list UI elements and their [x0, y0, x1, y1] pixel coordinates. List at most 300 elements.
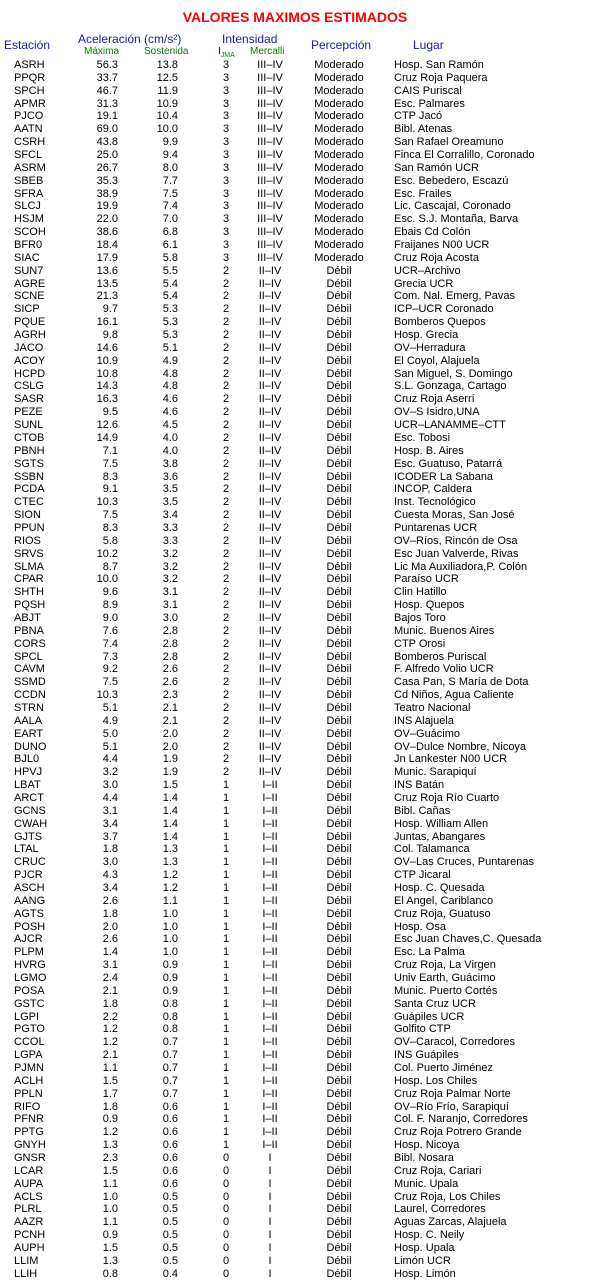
location: Grecia UCR [394, 277, 454, 290]
accel-max: 16.1 [96, 316, 118, 329]
location: ICP–UCR Coronado [394, 303, 494, 316]
accel-max: 26.7 [96, 161, 118, 174]
intensity-mercalli: II–IV [258, 573, 282, 586]
accel-max: 69.0 [96, 123, 118, 136]
accel-max: 14.9 [96, 431, 118, 444]
accel-max: 3.4 [102, 817, 118, 830]
intensity-mercalli: I–II [262, 791, 278, 804]
accel-sostenida: 2.3 [162, 689, 178, 702]
location: OV–S Isidro,UNA [394, 406, 480, 419]
location: Hosp. Upala [394, 1242, 455, 1255]
location: Cruz Roja Río Cuarto [394, 791, 500, 804]
location: INS Batán [394, 779, 445, 792]
header-ijma-main: I [218, 46, 221, 57]
station-code: LGPA [14, 1049, 43, 1062]
table-row [0, 85, 590, 98]
accel-sostenida: 4.0 [162, 431, 178, 444]
accel-max: 9.7 [102, 303, 118, 316]
location: Hosp. Limón [394, 1267, 456, 1280]
location: Hosp. C. Neily [394, 1229, 465, 1242]
intensity-mercalli: III–IV [257, 174, 283, 187]
intensity-ijma: 2 [222, 419, 230, 432]
intensity-mercalli: I–II [262, 1023, 278, 1036]
location: Cruz Roja, Guatuso [394, 907, 491, 920]
intensity-mercalli: I–II [262, 907, 278, 920]
accel-max: 17.9 [96, 251, 118, 264]
location: Cuesta Moras, San José [394, 509, 515, 522]
station-code: AUPH [14, 1242, 45, 1255]
intensity-mercalli: II–IV [258, 714, 282, 727]
station-code: RIOS [14, 534, 41, 547]
station-code: SION [14, 509, 41, 522]
intensity-ijma: 3 [222, 97, 230, 110]
header-percepcion: Percepción [311, 38, 372, 52]
station-code: AUPA [14, 1177, 44, 1190]
accel-max: 1.8 [102, 997, 118, 1010]
accel-sostenida: 10.9 [156, 97, 178, 110]
perception: Débil [326, 470, 352, 483]
station-code: HVRG [14, 959, 46, 972]
table-row [0, 226, 590, 239]
perception: Débil [326, 1074, 352, 1087]
intensity-ijma: 3 [222, 161, 230, 174]
intensity-ijma: 0 [222, 1242, 230, 1255]
accel-sostenida: 3.0 [162, 611, 178, 624]
intensity-mercalli: I [268, 1152, 272, 1165]
intensity-ijma: 1 [222, 843, 230, 856]
intensity-ijma: 2 [222, 483, 230, 496]
intensity-ijma: 1 [222, 959, 230, 972]
station-code: SHTH [14, 586, 44, 599]
location: Casa Pan, S María de Dota [394, 676, 529, 689]
intensity-ijma: 3 [222, 59, 230, 71]
intensity-mercalli: I–II [262, 946, 278, 959]
perception: Débil [326, 1126, 352, 1139]
station-code: AATN [14, 123, 43, 136]
station-code: SLMA [14, 560, 44, 573]
perception: Débil [326, 933, 352, 946]
location: INCOP, Caldera [394, 483, 473, 496]
accel-sostenida: 2.1 [162, 714, 178, 727]
accel-sostenida: 0.6 [162, 1177, 178, 1190]
table-row [0, 625, 590, 638]
accel-max: 0.9 [102, 1229, 118, 1242]
intensity-ijma: 2 [222, 637, 230, 650]
location: San Rafael Oreamuno [394, 136, 504, 149]
accel-sostenida: 2.0 [162, 740, 178, 753]
perception: Débil [326, 521, 352, 534]
header-intensidad: Intensidad [222, 32, 278, 46]
intensity-ijma: 3 [222, 187, 230, 200]
intensity-mercalli: II–IV [258, 470, 282, 483]
accel-max: 7.5 [102, 509, 118, 522]
accel-sostenida: 0.5 [162, 1203, 178, 1216]
intensity-mercalli: III–IV [257, 149, 283, 162]
table-row [0, 895, 590, 908]
accel-sostenida: 3.6 [162, 470, 178, 483]
table-row [0, 805, 590, 818]
intensity-ijma: 2 [222, 290, 230, 303]
table-row [0, 149, 590, 162]
station-code: PJCO [14, 110, 44, 123]
location: CAIS Puriscal [394, 84, 462, 97]
table-row [0, 458, 590, 471]
intensity-mercalli: I–II [262, 869, 278, 882]
station-code: PCDA [14, 483, 45, 496]
station-code: ACOY [14, 354, 46, 367]
location: Santa Cruz UCR [394, 997, 476, 1010]
perception: Débil [326, 753, 352, 766]
table-row [0, 792, 590, 805]
table-row [0, 290, 590, 303]
intensity-ijma: 2 [222, 380, 230, 393]
station-code: CSRH [14, 136, 46, 149]
table-row [0, 393, 590, 406]
intensity-ijma: 2 [222, 496, 230, 509]
accel-sostenida: 4.6 [162, 406, 178, 419]
accel-max: 5.1 [102, 740, 118, 753]
accel-max: 10.3 [96, 496, 118, 509]
intensity-ijma: 1 [222, 1062, 230, 1075]
intensity-ijma: 2 [222, 354, 230, 367]
location: Clin Hatillo [394, 586, 447, 599]
accel-max: 9.1 [102, 483, 118, 496]
intensity-mercalli: I [268, 1190, 272, 1203]
perception: Débil [326, 290, 352, 303]
header-aceleracion: Aceleración (cm/s²) [78, 32, 182, 46]
table-row [0, 1165, 590, 1178]
perception: Débil [326, 1152, 352, 1165]
intensity-ijma: 2 [222, 341, 230, 354]
location: Hosp. Los Chiles [394, 1074, 478, 1087]
perception: Débil [326, 1087, 352, 1100]
perception: Débil [326, 380, 352, 393]
header-sostenida: Sostenida [144, 46, 189, 57]
accel-sostenida: 7.5 [162, 187, 178, 200]
perception: Débil [326, 920, 352, 933]
perception: Débil [326, 689, 352, 702]
perception: Débil [326, 264, 352, 277]
intensity-ijma: 0 [222, 1254, 230, 1267]
accel-sostenida: 1.0 [162, 933, 178, 946]
table-row [0, 1062, 590, 1075]
accel-max: 10.2 [96, 547, 118, 560]
intensity-mercalli: II–IV [258, 701, 282, 714]
perception: Débil [326, 586, 352, 599]
station-code: POSH [14, 920, 46, 933]
location: Paraíso UCR [394, 573, 459, 586]
perception: Débil [326, 997, 352, 1010]
station-code: LGPI [14, 1010, 40, 1023]
perception: Moderado [314, 226, 364, 239]
station-code: AGTS [14, 907, 44, 920]
perception: Débil [326, 663, 352, 676]
location: San Ramón UCR [394, 161, 479, 174]
intensity-mercalli: II–IV [258, 650, 282, 663]
perception: Moderado [314, 239, 364, 252]
intensity-ijma: 2 [222, 753, 230, 766]
accel-max: 1.1 [102, 1216, 118, 1229]
location: S.L. Gonzaga, Cartago [394, 380, 507, 393]
header-ijma-sub: JMA [220, 52, 235, 59]
station-code: ACLH [14, 1074, 44, 1087]
station-code: PQUE [14, 316, 46, 329]
accel-max: 7.1 [102, 444, 118, 457]
perception: Débil [326, 1177, 352, 1190]
accel-sostenida: 3.5 [162, 496, 178, 509]
perception: Débil [326, 1023, 352, 1036]
header-mercalli: Mercalli [250, 46, 285, 57]
intensity-mercalli: I–II [262, 1074, 278, 1087]
station-code: AGRE [14, 277, 46, 290]
accel-max: 2.1 [102, 1049, 118, 1062]
station-code: PEZE [14, 406, 43, 419]
accel-sostenida: 5.3 [162, 303, 178, 316]
table-row [0, 998, 590, 1011]
intensity-ijma: 1 [222, 856, 230, 869]
intensity-mercalli: II–IV [258, 521, 282, 534]
accel-sostenida: 1.4 [162, 817, 178, 830]
table-row [0, 1178, 590, 1191]
accel-sostenida: 0.5 [162, 1254, 178, 1267]
accel-sostenida: 7.0 [162, 213, 178, 226]
station-code: CSLG [14, 380, 44, 393]
accel-sostenida: 5.4 [162, 290, 178, 303]
station-code: SLCJ [14, 200, 41, 213]
accel-max: 25.0 [96, 149, 118, 162]
accel-max: 3.0 [102, 856, 118, 869]
station-code: GJTS [14, 830, 43, 843]
location: INS Alajuela [394, 714, 454, 727]
accel-sostenida: 3.2 [162, 547, 178, 560]
perception: Débil [326, 1203, 352, 1216]
table-row [0, 638, 590, 651]
accel-max: 9.6 [102, 586, 118, 599]
station-code: ARCT [14, 791, 44, 804]
station-code: PPQR [14, 71, 46, 84]
accel-sostenida: 12.5 [156, 71, 178, 84]
accel-max: 2.2 [102, 1010, 118, 1023]
intensity-mercalli: II–IV [258, 534, 282, 547]
station-code: APMR [14, 97, 46, 110]
accel-sostenida: 3.4 [162, 509, 178, 522]
table-row [0, 278, 590, 291]
perception: Moderado [314, 161, 364, 174]
station-code: PPUN [14, 521, 45, 534]
station-code: AANG [14, 894, 46, 907]
accel-sostenida: 0.6 [162, 1164, 178, 1177]
accel-max: 1.2 [102, 1036, 118, 1049]
intensity-mercalli: II–IV [258, 341, 282, 354]
perception: Débil [326, 611, 352, 624]
station-code: RIFO [14, 1100, 41, 1113]
intensity-mercalli: I–II [262, 779, 278, 792]
accel-sostenida: 1.3 [162, 843, 178, 856]
table-row [0, 213, 590, 226]
accel-sostenida: 0.6 [162, 1126, 178, 1139]
perception: Débil [326, 1139, 352, 1152]
table-row [0, 368, 590, 381]
accel-sostenida: 0.7 [162, 1049, 178, 1062]
location: OV–Guácimo [394, 727, 461, 740]
accel-max: 2.3 [102, 1152, 118, 1165]
table-row [0, 123, 590, 136]
intensity-ijma: 1 [222, 933, 230, 946]
accel-sostenida: 4.0 [162, 444, 178, 457]
accel-max: 1.0 [102, 1190, 118, 1203]
accel-sostenida: 1.1 [162, 894, 178, 907]
location: Finca El Corralillo, Coronado [394, 149, 535, 162]
table-row [0, 676, 590, 689]
accel-sostenida: 5.3 [162, 329, 178, 342]
intensity-mercalli: III–IV [257, 200, 283, 213]
accel-max: 5.0 [102, 727, 118, 740]
accel-max: 13.5 [96, 277, 118, 290]
intensity-ijma: 2 [222, 316, 230, 329]
accel-max: 1.2 [102, 1126, 118, 1139]
perception: Moderado [314, 71, 364, 84]
intensity-mercalli: II–IV [258, 419, 282, 432]
intensity-ijma: 2 [222, 457, 230, 470]
accel-sostenida: 0.4 [162, 1267, 178, 1280]
intensity-mercalli: II–IV [258, 740, 282, 753]
accel-sostenida: 4.8 [162, 367, 178, 380]
accel-max: 5.1 [102, 701, 118, 714]
perception: Débil [326, 882, 352, 894]
accel-sostenida: 13.8 [156, 59, 178, 71]
location: Univ Earth, Guácimo [394, 972, 496, 985]
station-code: ASRH [14, 59, 45, 71]
intensity-mercalli: II–IV [258, 316, 282, 329]
intensity-mercalli: I [268, 1203, 272, 1216]
station-code: CPAR [14, 573, 44, 586]
intensity-mercalli: II–IV [258, 457, 282, 470]
intensity-ijma: 1 [222, 1036, 230, 1049]
intensity-mercalli: I–II [262, 843, 278, 856]
perception: Moderado [314, 213, 364, 226]
intensity-ijma: 1 [222, 882, 230, 894]
location: Bibl. Nosara [394, 1152, 454, 1165]
intensity-ijma: 2 [222, 611, 230, 624]
location: Cruz Roja, Cariari [394, 1164, 482, 1177]
station-code: CTEC [14, 496, 44, 509]
perception: Débil [326, 959, 352, 972]
table-row [0, 445, 590, 458]
location: INS Guápiles [394, 1049, 459, 1062]
table-row [0, 741, 590, 754]
perception: Débil [326, 277, 352, 290]
location: Juntas, Abangares [394, 830, 486, 843]
location: OV–Ríos, Rincón de Osa [394, 534, 518, 547]
location: Cruz Roja Paquera [394, 71, 488, 84]
location: ICODER La Sabana [394, 470, 494, 483]
accel-sostenida: 0.6 [162, 1139, 178, 1152]
location: Guápiles UCR [394, 1010, 465, 1023]
intensity-ijma: 1 [222, 946, 230, 959]
table-row [0, 535, 590, 548]
perception: Débil [326, 650, 352, 663]
location: Inst. Tecnológico [394, 496, 476, 509]
table-row [0, 239, 590, 252]
table-row [0, 985, 590, 998]
location: Cruz Roja Aserrí [394, 393, 475, 406]
accel-max: 3.1 [102, 959, 118, 972]
table-row [0, 972, 590, 985]
intensity-ijma: 0 [222, 1203, 230, 1216]
station-code: GNYH [14, 1139, 46, 1152]
intensity-mercalli: II–IV [258, 393, 282, 406]
perception: Débil [326, 624, 352, 637]
intensity-ijma: 0 [222, 1229, 230, 1242]
intensity-ijma: 2 [222, 701, 230, 714]
location: Fraijanes N00 UCR [394, 239, 490, 252]
station-code: ABJT [14, 611, 41, 624]
location: Aguas Zarcas, Alajuela [394, 1216, 507, 1229]
perception: Débil [326, 393, 352, 406]
intensity-mercalli: III–IV [257, 187, 283, 200]
perception: Débil [326, 843, 352, 856]
location: Cruz Roja Potrero Grande [394, 1126, 522, 1139]
intensity-mercalli: III–IV [257, 84, 283, 97]
station-code: HSJM [14, 213, 44, 226]
intensity-mercalli: I–II [262, 959, 278, 972]
location: Teatro Nacional [394, 701, 471, 714]
intensity-mercalli: I–II [262, 1087, 278, 1100]
accel-max: 8.3 [102, 521, 118, 534]
accel-sostenida: 9.9 [162, 136, 178, 149]
perception: Moderado [314, 59, 364, 71]
intensity-ijma: 1 [222, 830, 230, 843]
intensity-ijma: 2 [222, 586, 230, 599]
intensity-mercalli: II–IV [258, 753, 282, 766]
station-code: PLRL [14, 1203, 42, 1216]
perception: Moderado [314, 200, 364, 213]
accel-sostenida: 2.8 [162, 637, 178, 650]
accel-sostenida: 0.8 [162, 1010, 178, 1023]
location: Hosp. San Ramón [394, 59, 484, 71]
perception: Débil [326, 1049, 352, 1062]
accel-max: 1.4 [102, 946, 118, 959]
table-row [0, 882, 590, 895]
accel-max: 7.5 [102, 676, 118, 689]
intensity-mercalli: I–II [262, 984, 278, 997]
location: Esc Juan Valverde, Rivas [394, 547, 519, 560]
accel-max: 1.1 [102, 1062, 118, 1075]
station-code: PJCR [14, 869, 43, 882]
intensity-ijma: 2 [222, 470, 230, 483]
location: OV–Herradura [394, 341, 466, 354]
intensity-mercalli: II–IV [258, 560, 282, 573]
accel-max: 9.2 [102, 663, 118, 676]
table-row [0, 522, 590, 535]
station-code: AGRH [14, 329, 46, 342]
perception: Moderado [314, 149, 364, 162]
accel-max: 38.9 [96, 187, 118, 200]
perception: Débil [326, 457, 352, 470]
intensity-ijma: 2 [222, 624, 230, 637]
accel-sostenida: 0.9 [162, 959, 178, 972]
table-row [0, 715, 590, 728]
accel-max: 3.0 [102, 779, 118, 792]
station-code: SFCL [14, 149, 43, 162]
table-row [0, 1011, 590, 1024]
location: Golfito CTP [394, 1023, 451, 1036]
accel-sostenida: 1.9 [162, 753, 178, 766]
intensity-mercalli: II–IV [258, 663, 282, 676]
intensity-mercalli: III–IV [257, 251, 283, 264]
accel-max: 2.1 [102, 984, 118, 997]
intensity-mercalli: II–IV [258, 431, 282, 444]
